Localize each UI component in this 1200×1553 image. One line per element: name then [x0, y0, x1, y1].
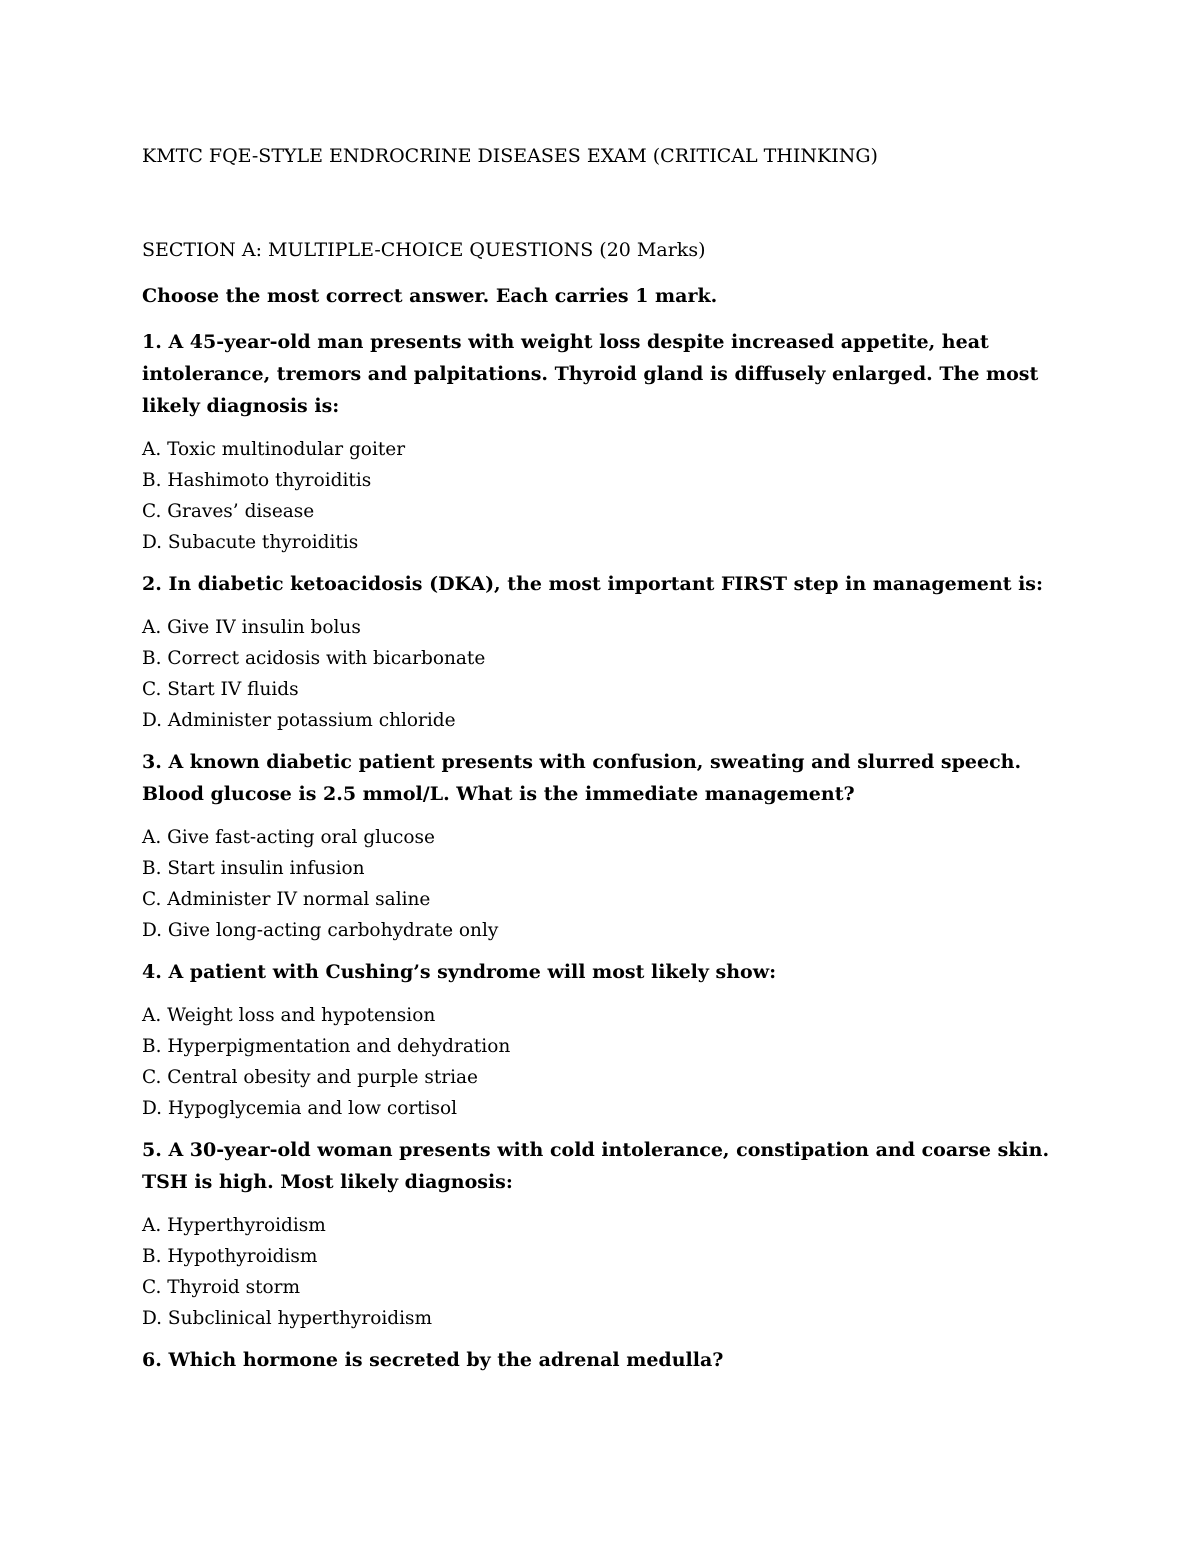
option-a: A. Weight loss and hypotension	[142, 1005, 436, 1026]
option-d: D. Give long-acting carbohydrate only	[142, 920, 499, 941]
document-title: KMTC FQE-STYLE ENDROCRINE DISEASES EXAM (CRITICAL THINKING)	[142, 145, 878, 167]
option-b: B. Hashimoto thyroiditis	[142, 470, 372, 491]
option-c: C. Graves’ disease	[142, 501, 315, 522]
option-b: B. Start insulin infusion	[142, 858, 365, 879]
option-a: A. Give fast-acting oral glucose	[142, 827, 435, 848]
question-stem: 2. In diabetic ketoacidosis (DKA), the most important FIRST step in management is:	[142, 573, 1044, 595]
question-5	[142, 1134, 1062, 1334]
question-stem: 4. A patient with Cushing’s syndrome will most likely show:	[142, 961, 777, 983]
option-b: B. Hypothyroidism	[142, 1246, 318, 1267]
question-4	[142, 956, 1062, 1124]
question-3	[142, 746, 1062, 946]
option-c: C. Start IV fluids	[142, 679, 299, 700]
option-a: A. Give IV insulin bolus	[142, 617, 361, 638]
question-stem: 6. Which hormone is secreted by the adrenal medulla?	[142, 1349, 724, 1371]
page-content	[142, 140, 1062, 1388]
option-a: A. Hyperthyroidism	[142, 1215, 326, 1236]
question-stem: 3. A known diabetic patient presents with confusion, sweating and slurred speech. Blood glucose is 2.5 mmol/L. What is the immediate management?	[142, 751, 1022, 805]
question-1	[142, 326, 1062, 558]
option-list	[142, 434, 1062, 558]
option-d: D. Administer potassium chloride	[142, 710, 456, 731]
instruction-text: Choose the most correct answer. Each carries 1 mark.	[142, 285, 718, 307]
option-list	[142, 612, 1062, 736]
question-stem: 1. A 45-year-old man presents with weight loss despite increased appetite, heat intolerance, tremors and palpitations. Thyroid gland is diffusely enlarged. The most likely diagnosis is:	[142, 331, 1039, 417]
section-title: SECTION A: MULTIPLE-CHOICE QUESTIONS (20 Marks)	[142, 239, 706, 261]
option-a: A. Toxic multinodular goiter	[142, 439, 406, 460]
option-list	[142, 822, 1062, 946]
option-b: B. Hyperpigmentation and dehydration	[142, 1036, 511, 1057]
question-stem: 5. A 30-year-old woman presents with cold intolerance, constipation and coarse skin. TSH is high. Most likely diagnosis:	[142, 1139, 1050, 1193]
option-c: C. Thyroid storm	[142, 1277, 301, 1298]
option-list	[142, 1210, 1062, 1334]
option-c: C. Central obesity and purple striae	[142, 1067, 479, 1088]
option-b: B. Correct acidosis with bicarbonate	[142, 648, 486, 669]
option-d: D. Subclinical hyperthyroidism	[142, 1308, 433, 1329]
question-2	[142, 568, 1062, 736]
question-6	[142, 1344, 1062, 1376]
option-c: C. Administer IV normal saline	[142, 889, 431, 910]
option-d: D. Subacute thyroiditis	[142, 532, 359, 553]
option-d: D. Hypoglycemia and low cortisol	[142, 1098, 458, 1119]
option-list	[142, 1000, 1062, 1124]
